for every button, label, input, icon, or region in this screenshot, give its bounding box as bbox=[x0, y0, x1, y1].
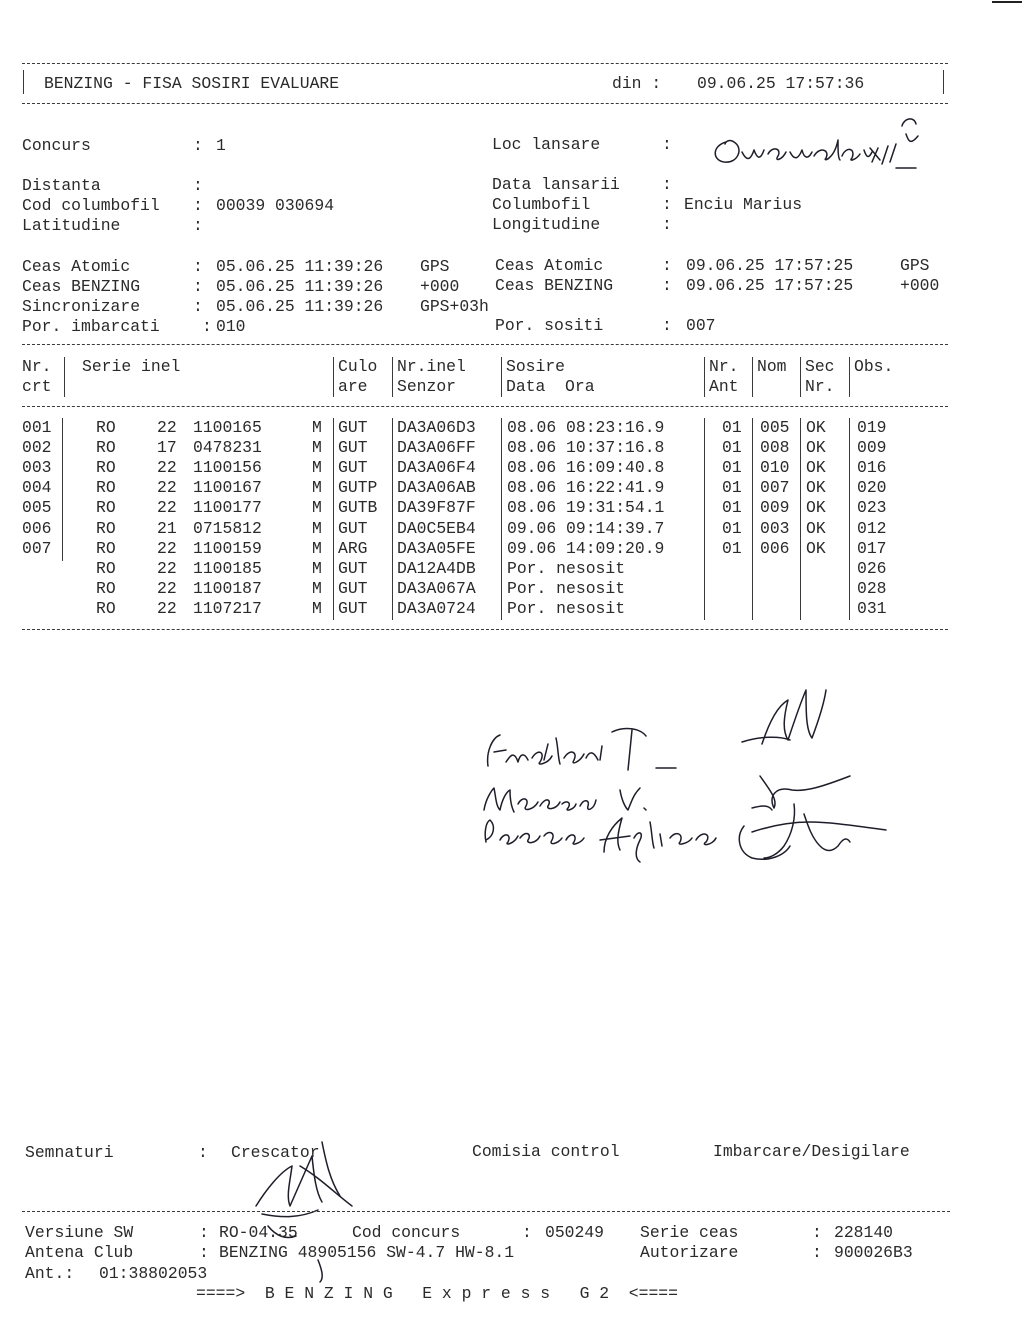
col-header-ant: Ant bbox=[709, 377, 739, 396]
clock-left-value: 05.06.25 11:39:26 bbox=[216, 277, 384, 296]
body-col-separator bbox=[752, 418, 753, 620]
cell-ring: 1100165 bbox=[193, 418, 262, 437]
cell-ant: 01 bbox=[722, 478, 742, 498]
cell-obs: 009 bbox=[857, 438, 887, 458]
colon: : bbox=[662, 276, 672, 295]
cell-arrival: 08.06 16:22:41.9 bbox=[507, 478, 665, 498]
colon: : bbox=[662, 135, 672, 154]
body-col-separator bbox=[501, 418, 502, 620]
serie-ceas-value: 228140 bbox=[834, 1223, 894, 1242]
colon: : bbox=[199, 1243, 209, 1262]
cell-arrival: 08.06 16:09:40.8 bbox=[507, 458, 665, 478]
cell-year: 22 bbox=[157, 478, 177, 498]
cell-color: GUT bbox=[338, 458, 368, 478]
cell-sec: OK bbox=[806, 478, 826, 498]
concurs-label: Concurs bbox=[22, 136, 91, 155]
cell-year: 22 bbox=[157, 458, 177, 478]
cell-nom: 005 bbox=[760, 418, 790, 437]
header-col-separator bbox=[501, 357, 502, 397]
clock-left-label: Sincronizare bbox=[22, 297, 141, 316]
cell-color: GUT bbox=[338, 578, 368, 598]
sositi-value: 007 bbox=[686, 316, 716, 335]
cell-nr-crt: 004 bbox=[22, 478, 52, 498]
clock-right-suffix: GPS bbox=[900, 256, 930, 275]
cell-sensor: DA3A067A bbox=[397, 578, 476, 598]
columbofil-label: Columbofil bbox=[492, 195, 591, 214]
cell-obs: 026 bbox=[857, 558, 887, 578]
semnaturi-label: Semnaturi bbox=[25, 1143, 114, 1162]
colon: : bbox=[202, 317, 212, 336]
cell-ring: 1107217 bbox=[193, 598, 262, 618]
cell-sex: M bbox=[312, 598, 322, 618]
cell-sec: OK bbox=[806, 458, 826, 478]
cell-obs: 012 bbox=[857, 518, 887, 538]
cell-year: 22 bbox=[157, 598, 177, 618]
col-header-nr-ant: Nr. bbox=[709, 357, 739, 376]
cell-obs: 016 bbox=[857, 458, 887, 478]
col-header-crt: crt bbox=[22, 377, 52, 396]
cell-ring: 1100177 bbox=[193, 498, 262, 518]
cell-color: GUTP bbox=[338, 478, 378, 498]
versiune-sw-label: Versiune SW bbox=[25, 1223, 134, 1242]
scan-edge-mark bbox=[992, 1, 1022, 3]
col-header-nrinel: Nr.inel bbox=[397, 357, 466, 376]
cell-sex: M bbox=[312, 558, 322, 578]
cell-nr-crt: 003 bbox=[22, 458, 52, 478]
sositi-label: Por. sositi bbox=[495, 316, 604, 335]
cell-country: RO bbox=[96, 578, 116, 598]
body-col-separator bbox=[849, 418, 850, 620]
header-rule-top bbox=[22, 63, 948, 64]
cell-nom: 009 bbox=[760, 498, 790, 518]
table-rule-top bbox=[22, 344, 948, 345]
cell-sensor: DA3A0724 bbox=[397, 598, 476, 618]
cell-obs: 031 bbox=[857, 598, 887, 618]
header-border-right bbox=[943, 70, 944, 94]
document-title: BENZING - FISA SOSIRI EVALUARE bbox=[44, 74, 340, 93]
cell-arrival: 08.06 08:23:16.9 bbox=[507, 418, 665, 437]
header-rule-bottom bbox=[22, 103, 948, 104]
colon: : bbox=[522, 1223, 532, 1242]
cell-obs: 017 bbox=[857, 538, 887, 558]
cell-sensor: DA3A06AB bbox=[397, 478, 476, 498]
cell-sec: OK bbox=[806, 518, 826, 538]
cell-sensor: DA39F87F bbox=[397, 498, 476, 518]
table-rule-bottom bbox=[22, 629, 948, 630]
cell-nr-crt: 007 bbox=[22, 538, 52, 558]
serie-ceas-label: Serie ceas bbox=[640, 1223, 739, 1242]
clock-left-label: Ceas Atomic bbox=[22, 257, 131, 276]
cell-year: 22 bbox=[157, 578, 177, 598]
autorizare-label: Autorizare bbox=[640, 1243, 739, 1262]
ant-label: Ant.: bbox=[25, 1264, 75, 1283]
colon: : bbox=[812, 1243, 822, 1262]
cell-sex: M bbox=[312, 578, 322, 598]
din-label: din : bbox=[612, 74, 662, 93]
colon: : bbox=[198, 1143, 208, 1162]
table-rule-header bbox=[22, 406, 948, 407]
col-header-senzor: Senzor bbox=[397, 377, 457, 396]
cell-nr-crt: 005 bbox=[22, 498, 52, 518]
col-header-nom: Nom bbox=[757, 357, 787, 376]
colon: : bbox=[193, 257, 203, 276]
colon: : bbox=[193, 176, 203, 195]
cell-arrival: 09.06 14:09:20.9 bbox=[507, 538, 665, 558]
cell-country: RO bbox=[96, 478, 116, 498]
cell-color: GUT bbox=[338, 418, 368, 437]
data-lansarii-label: Data lansarii bbox=[492, 175, 620, 194]
cell-sensor: DA3A06FF bbox=[397, 438, 476, 458]
body-col-separator bbox=[333, 418, 334, 620]
cell-sec: OK bbox=[806, 418, 826, 437]
cell-year: 22 bbox=[157, 558, 177, 578]
autorizare-value: 900026B3 bbox=[834, 1243, 913, 1262]
cell-sex: M bbox=[312, 498, 322, 518]
colon: : bbox=[662, 175, 672, 194]
header-col-separator bbox=[800, 357, 801, 397]
clock-left-value: 05.06.25 11:39:26 bbox=[216, 297, 384, 316]
body-col-separator bbox=[392, 418, 393, 620]
colon: : bbox=[662, 316, 672, 335]
benzing-banner: ====> B E N Z I N G E x p r e s s G 2 <==== bbox=[196, 1284, 678, 1303]
cell-nr-crt: 001 bbox=[22, 418, 52, 437]
col-header-serie: Serie inel bbox=[82, 357, 181, 376]
distanta-label: Distanta bbox=[22, 176, 101, 195]
cell-color: GUTB bbox=[338, 498, 378, 518]
colon: : bbox=[193, 216, 203, 235]
antena-club-value: BENZING 48905156 SW-4.7 HW-8.1 bbox=[219, 1243, 515, 1262]
cell-ant: 01 bbox=[722, 418, 742, 437]
colon: : bbox=[812, 1223, 822, 1242]
cell-country: RO bbox=[96, 558, 116, 578]
cell-arrival: 08.06 19:31:54.1 bbox=[507, 498, 665, 518]
comisia-control-label: Comisia control bbox=[472, 1142, 620, 1161]
col-header-sec: Sec bbox=[805, 357, 835, 376]
colon: : bbox=[662, 256, 672, 275]
cell-sec: OK bbox=[806, 438, 826, 458]
cell-nr-crt: 002 bbox=[22, 438, 52, 458]
cell-ant: 01 bbox=[722, 518, 742, 538]
handwritten-name-3 bbox=[485, 818, 716, 862]
header-col-separator bbox=[704, 357, 705, 397]
versiune-sw-value: RO-04.35 bbox=[219, 1223, 298, 1242]
loc-lansare-label: Loc lansare bbox=[492, 135, 601, 154]
header-border-left bbox=[23, 70, 24, 94]
colon: : bbox=[193, 297, 203, 316]
cell-sensor: DA3A06F4 bbox=[397, 458, 476, 478]
cod-concurs-value: 050249 bbox=[545, 1223, 605, 1242]
columbofil-value: Enciu Marius bbox=[684, 195, 803, 214]
header-col-separator bbox=[752, 357, 753, 397]
cell-nom: 010 bbox=[760, 458, 790, 478]
colon: : bbox=[193, 136, 203, 155]
cell-obs: 023 bbox=[857, 498, 887, 518]
clock-right-value: 09.06.25 17:57:25 bbox=[686, 256, 854, 275]
colon: : bbox=[662, 195, 672, 214]
cell-color: GUT bbox=[338, 518, 368, 538]
col-header-data-ora: Data Ora bbox=[506, 377, 595, 396]
clock-left-value: 05.06.25 11:39:26 bbox=[216, 257, 384, 276]
cod-columbofil-value: 00039 030694 bbox=[216, 196, 335, 215]
cell-nom: 007 bbox=[760, 478, 790, 498]
clock-right-label: Ceas Atomic bbox=[495, 256, 604, 275]
cell-sensor: DA12A4DB bbox=[397, 558, 476, 578]
col-header-nr: Nr. bbox=[22, 357, 52, 376]
cell-country: RO bbox=[96, 458, 116, 478]
cell-ring: 0478231 bbox=[193, 438, 262, 458]
handwritten-loc-lansare bbox=[715, 119, 918, 168]
cell-obs: 019 bbox=[857, 418, 887, 437]
cell-sex: M bbox=[312, 438, 322, 458]
cell-sex: M bbox=[312, 478, 322, 498]
imbarcati-value: 010 bbox=[216, 317, 246, 336]
handwritten-name-2 bbox=[484, 788, 646, 812]
clock-right-suffix: +000 bbox=[900, 276, 940, 295]
cell-year: 22 bbox=[157, 538, 177, 558]
cell-nr-crt: 006 bbox=[22, 518, 52, 538]
cell-ring: 1100156 bbox=[193, 458, 262, 478]
colon: : bbox=[193, 196, 203, 215]
cell-sex: M bbox=[312, 518, 322, 538]
cell-ant: 01 bbox=[722, 438, 742, 458]
cell-year: 17 bbox=[157, 438, 177, 458]
cell-sensor: DA3A05FE bbox=[397, 538, 476, 558]
cell-obs: 028 bbox=[857, 578, 887, 598]
handwritten-name-1 bbox=[488, 729, 676, 770]
body-col-separator bbox=[62, 418, 63, 561]
longitudine-label: Longitudine bbox=[492, 215, 601, 234]
cell-nom: 003 bbox=[760, 518, 790, 538]
cell-ring: 1100187 bbox=[193, 578, 262, 598]
col-header-sec-nr: Nr. bbox=[805, 377, 835, 396]
cell-color: GUT bbox=[338, 438, 368, 458]
col-header-are: are bbox=[338, 377, 368, 396]
header-col-separator bbox=[392, 357, 393, 397]
cell-color: ARG bbox=[338, 538, 368, 558]
footer-rule bbox=[22, 1211, 950, 1212]
signature-marks bbox=[739, 690, 886, 859]
cell-arrival: Por. nesosit bbox=[507, 598, 626, 618]
col-header-sosire: Sosire bbox=[506, 357, 566, 376]
colon: : bbox=[193, 277, 203, 296]
body-col-separator bbox=[800, 418, 801, 620]
cell-ring: 0715812 bbox=[193, 518, 262, 538]
clock-left-suffix: +000 bbox=[420, 277, 460, 296]
header-col-separator bbox=[849, 357, 850, 397]
cell-sex: M bbox=[312, 538, 322, 558]
clock-left-suffix: GPS bbox=[420, 257, 450, 276]
imbarcati-label: Por. imbarcati bbox=[22, 317, 160, 336]
cell-year: 22 bbox=[157, 498, 177, 518]
colon: : bbox=[662, 215, 672, 234]
cell-ant: 01 bbox=[722, 498, 742, 518]
cell-country: RO bbox=[96, 598, 116, 618]
cell-country: RO bbox=[96, 418, 116, 437]
cell-country: RO bbox=[96, 538, 116, 558]
cell-country: RO bbox=[96, 438, 116, 458]
cell-arrival: Por. nesosit bbox=[507, 578, 626, 598]
cell-nom: 008 bbox=[760, 438, 790, 458]
cell-ring: 1100159 bbox=[193, 538, 262, 558]
header-col-separator bbox=[333, 357, 334, 397]
col-header-obs: Obs. bbox=[854, 357, 894, 376]
cell-ant: 01 bbox=[722, 538, 742, 558]
cell-ring: 1100185 bbox=[193, 558, 262, 578]
colon: : bbox=[199, 1223, 209, 1242]
cell-color: GUT bbox=[338, 598, 368, 618]
ant-value: 01:38802053 bbox=[99, 1264, 208, 1283]
cell-country: RO bbox=[96, 518, 116, 538]
cell-year: 21 bbox=[157, 518, 177, 538]
col-header-culo: Culo bbox=[338, 357, 378, 376]
print-datetime: 09.06.25 17:57:36 bbox=[697, 74, 865, 93]
cell-sex: M bbox=[312, 458, 322, 478]
clock-right-label: Ceas BENZING bbox=[495, 276, 614, 295]
cell-year: 22 bbox=[157, 418, 177, 437]
clock-left-suffix: GPS+03h bbox=[420, 297, 489, 316]
cell-sex: M bbox=[312, 418, 322, 437]
cell-sensor: DA0C5EB4 bbox=[397, 518, 476, 538]
cell-nom: 006 bbox=[760, 538, 790, 558]
cell-arrival: 09.06 09:14:39.7 bbox=[507, 518, 665, 538]
body-col-separator bbox=[704, 418, 705, 620]
cell-arrival: 08.06 10:37:16.8 bbox=[507, 438, 665, 458]
cell-sensor: DA3A06D3 bbox=[397, 418, 476, 437]
cod-columbofil-label: Cod columbofil bbox=[22, 196, 160, 215]
cod-concurs-label: Cod concurs bbox=[352, 1223, 461, 1242]
cell-arrival: Por. nesosit bbox=[507, 558, 626, 578]
crescator-label: Crescator bbox=[231, 1143, 320, 1162]
header-col-separator bbox=[64, 357, 65, 397]
latitudine-label: Latitudine bbox=[22, 216, 121, 235]
cell-color: GUT bbox=[338, 558, 368, 578]
cell-sec: OK bbox=[806, 538, 826, 558]
cell-ant: 01 bbox=[722, 458, 742, 478]
clock-left-label: Ceas BENZING bbox=[22, 277, 141, 296]
imbarcare-desigilare-label: Imbarcare/Desigilare bbox=[713, 1142, 910, 1161]
cell-country: RO bbox=[96, 498, 116, 518]
antena-club-label: Antena Club bbox=[25, 1243, 134, 1262]
cell-ring: 1100167 bbox=[193, 478, 262, 498]
cell-obs: 020 bbox=[857, 478, 887, 498]
concurs-value: 1 bbox=[216, 136, 226, 155]
clock-right-value: 09.06.25 17:57:25 bbox=[686, 276, 854, 295]
cell-sec: OK bbox=[806, 498, 826, 518]
